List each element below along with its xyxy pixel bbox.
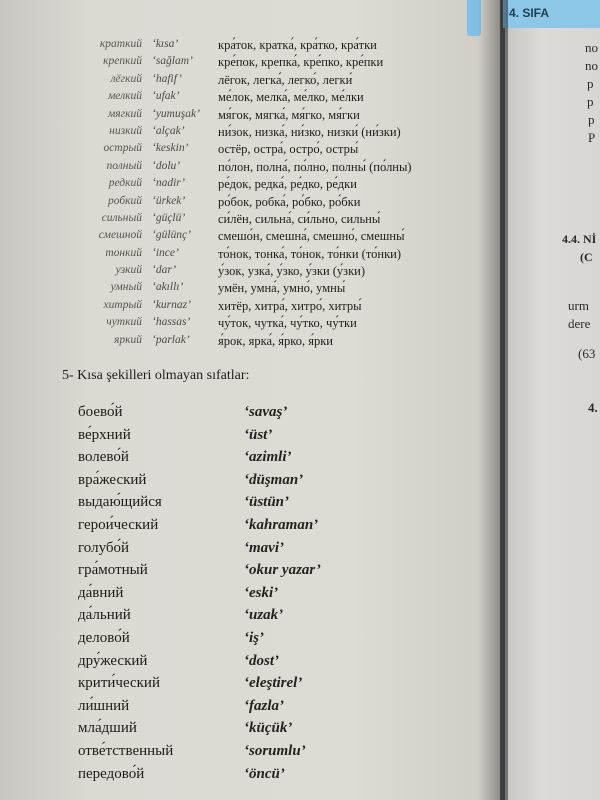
right-page-line: p — [588, 112, 595, 127]
short-forms: смешо́н, смешна́, смешно́, смешны́ — [218, 229, 405, 244]
russian-adjective: гра́мотный — [78, 562, 148, 579]
turkish-translation: ‘ince’ — [152, 246, 179, 259]
russian-adjective: боево́й — [78, 404, 123, 420]
russian-adjective: ве́рхний — [78, 426, 131, 443]
right-page — [505, 0, 600, 800]
turkish-translation: ‘eski’ — [244, 584, 279, 601]
turkish-translation: ‘kahraman’ — [244, 516, 319, 533]
russian-adjective: передово́й — [78, 765, 145, 782]
turkish-translation: ‘gülünç’ — [152, 229, 191, 242]
russian-adjective: крити́ческий — [78, 675, 160, 692]
table-row — [70, 195, 480, 212]
table-row — [70, 55, 480, 72]
turkish-translation: ‘yumuşak’ — [152, 107, 200, 120]
short-forms: ни́зок, низка́, ни́зко, низки́ (ни́зки) — [218, 124, 401, 139]
russian-adjective: мелкий — [107, 90, 142, 103]
russian-adjective: редкий — [108, 177, 142, 190]
russian-adjective: голубо́й — [78, 539, 130, 556]
short-forms: чу́ток, чутка́, чу́тко, чу́тки — [218, 316, 357, 331]
book-gutter — [478, 0, 508, 800]
short-forms: по́лон, полна́, по́лно, полны́ (по́лны) — [218, 159, 412, 174]
table-row — [70, 108, 480, 125]
short-forms: си́лён, сильна́, си́льно, сильны́ — [218, 211, 381, 226]
turkish-translation: ‘güçlü’ — [152, 211, 186, 224]
turkish-translation: ‘küçük’ — [244, 720, 293, 737]
russian-adjective: хитрый — [103, 298, 142, 311]
russian-adjective: смешной — [98, 229, 142, 242]
russian-adjective: крепкий — [103, 55, 142, 68]
turkish-translation: ‘ufak’ — [152, 90, 180, 103]
russian-adjective: лёгкий — [110, 72, 142, 85]
turkish-translation: ‘üst’ — [244, 426, 273, 443]
table-row — [70, 177, 480, 194]
russian-adjective: да́вний — [78, 584, 124, 601]
short-forms: кре́пок, крепка́, кре́пко, кре́пки — [218, 55, 384, 70]
table-row — [70, 316, 480, 333]
right-page-text: urm — [568, 298, 589, 313]
turkish-translation: ‘savaş’ — [244, 404, 288, 420]
right-page-line: P — [588, 130, 596, 145]
table-row — [70, 247, 480, 264]
table-row — [70, 264, 480, 281]
russian-adjective: полный — [106, 159, 142, 172]
right-page-line: no — [585, 40, 598, 55]
table-row — [70, 125, 480, 142]
short-forms: я́рок, ярка́, я́рко, я́рки — [218, 333, 333, 348]
short-forms: умён, умна́, умно́, умны́ — [218, 281, 346, 296]
turkish-translation: ‘dost’ — [244, 652, 279, 669]
right-page-line: no — [585, 58, 598, 73]
russian-adjective: узкий — [115, 264, 142, 277]
table-row — [70, 142, 480, 159]
table-row — [70, 38, 480, 55]
turkish-translation: ‘iş’ — [244, 629, 264, 646]
short-forms: кра́ток, кратка́, кра́тко, кра́тки — [218, 38, 377, 52]
short-forms: у́зок, узка́, у́зко, у́зки (у́зки) — [218, 264, 366, 279]
right-page-text: dere — [568, 316, 591, 331]
russian-adjective: мягкий — [107, 107, 142, 120]
right-page-line: p — [587, 76, 594, 91]
turkish-translation: ‘azimli’ — [244, 449, 292, 466]
table-row — [70, 73, 480, 90]
turkish-translation: ‘eleştirel’ — [244, 675, 303, 692]
russian-adjective: герои́ческий — [78, 516, 159, 533]
russian-adjective: умный — [110, 281, 142, 294]
short-forms: хитёр, хитра́, хитро́, хитры́ — [218, 298, 362, 313]
right-page-line: p — [587, 94, 594, 109]
turkish-translation: ‘hassas’ — [152, 316, 191, 329]
turkish-translation: ‘dar’ — [152, 264, 177, 277]
table-row — [70, 90, 480, 107]
turkish-translation: ‘kurnaz’ — [152, 298, 191, 311]
short-forms: то́нок, тонка́, то́нок, то́нки (то́нки) — [218, 246, 401, 261]
russian-adjective: тонкий — [105, 246, 142, 259]
russian-adjective: ли́шний — [78, 697, 130, 714]
right-page-heading-sub: (C — [580, 250, 593, 264]
turkish-translation: ‘ürkek’ — [152, 194, 186, 207]
russian-adjective: низкий — [109, 124, 142, 137]
russian-adjective: сильный — [101, 211, 142, 224]
turkish-translation: ‘alçak’ — [152, 124, 185, 137]
turkish-translation: ‘akıllı’ — [152, 281, 184, 294]
turkish-translation: ‘hafif’ — [152, 72, 182, 85]
table-row — [70, 212, 480, 229]
russian-adjective: краткий — [99, 38, 142, 50]
turkish-translation: ‘okur yazar’ — [244, 562, 321, 579]
turkish-translation: ‘parlak’ — [152, 333, 190, 346]
short-forms: остёр, остра́, остро́, остры́ — [218, 142, 359, 157]
section-heading: 5- Kısa şekilleri olmayan sıfatlar: — [62, 368, 250, 383]
short-forms: мя́гок, мягка́, мя́гко, мя́гки — [218, 107, 360, 122]
turkish-translation: ‘mavi’ — [244, 539, 284, 556]
turkish-translation: ‘sağlam’ — [152, 55, 193, 68]
turkish-translation: ‘kısa’ — [152, 38, 179, 50]
russian-adjective: отве́тственный — [78, 742, 174, 759]
short-forms: ме́лок, мелка́, ме́лко, ме́лки — [218, 90, 364, 105]
section-tab-label: 4. SIFA — [509, 6, 550, 20]
turkish-translation: ‘sorumlu’ — [244, 742, 306, 759]
short-forms: ро́бок, робка́, ро́бко, ро́бки — [218, 194, 361, 209]
table-row — [70, 281, 480, 298]
table-row — [70, 299, 480, 316]
table-row — [70, 334, 480, 351]
short-forms: лёгок, легка́, легко́, легки́ — [218, 72, 353, 87]
russian-adjective: яркий — [114, 333, 142, 346]
russian-adjective: острый — [103, 142, 142, 155]
turkish-translation: ‘uzak’ — [244, 607, 284, 624]
short-forms: ре́док, редка́, ре́дко, ре́дки — [218, 177, 357, 192]
right-page-heading: 4.4. Nİ — [562, 232, 597, 246]
turkish-translation: ‘dolu’ — [152, 159, 181, 172]
right-page-text: (63 — [578, 346, 596, 361]
russian-adjective: робкий — [107, 194, 142, 207]
russian-adjective: выдаю́щийся — [78, 494, 162, 511]
turkish-translation: ‘fazla’ — [244, 697, 284, 714]
turkish-translation: ‘nadir’ — [152, 177, 186, 190]
section-tab — [503, 0, 600, 28]
turkish-translation: ‘üstün’ — [244, 494, 290, 511]
russian-adjective: да́льний — [78, 607, 131, 624]
table-row — [70, 160, 480, 177]
turkish-translation: ‘keskin’ — [152, 142, 189, 155]
russian-adjective: делово́й — [78, 629, 130, 646]
russian-adjective: мла́дший — [78, 720, 137, 737]
russian-adjective: волево́й — [78, 449, 129, 466]
turkish-translation: ‘düşman’ — [244, 471, 304, 488]
russian-adjective: вра́жеский — [78, 471, 147, 488]
short-forms-table — [70, 38, 480, 351]
turkish-translation: ‘öncü’ — [244, 765, 285, 782]
russian-adjective: дру́жеский — [78, 652, 148, 669]
russian-adjective: чуткий — [106, 316, 142, 329]
table-row — [70, 229, 480, 246]
right-page-text: 4. — [588, 400, 598, 415]
